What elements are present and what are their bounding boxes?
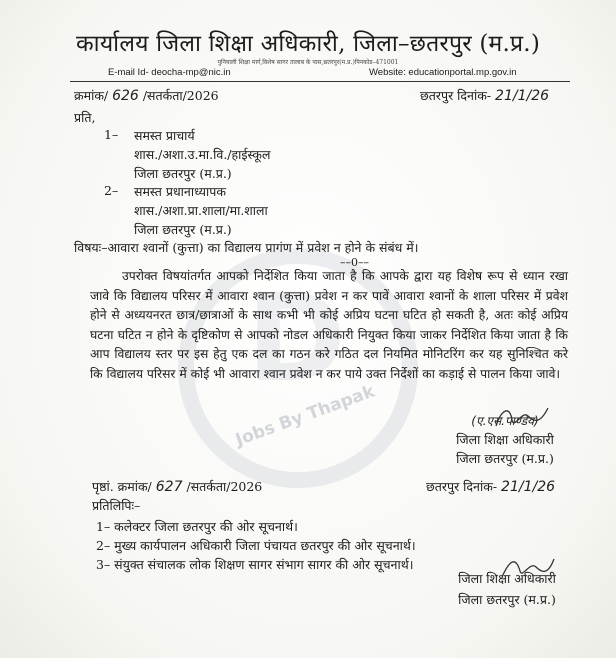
copy-item-2: 2– मुख्य कार्यपालन अधिकारी जिला पंचायत छतरपुर की ओर सूचनार्थ। (96, 538, 416, 553)
office-website: Website: educationportal.mp.gov.in (369, 67, 517, 78)
recipient-2-title: समस्त प्रधानाध्यापक (134, 184, 226, 199)
endorsement-date-label: छतरपुर दिनांक- (426, 479, 498, 494)
handwritten-signature-2 (498, 555, 558, 581)
to-label: प्रति, (74, 110, 96, 125)
reference-date: 21/1/26 (495, 88, 550, 104)
recipient-1-type: शास./अशा.उ.मा.वि./हाईस्कूल (134, 147, 271, 162)
reference-date-label: छतरपुर दिनांक- (420, 88, 492, 103)
reference-suffix: /सतर्कता/2026 (142, 88, 219, 103)
office-address: पुनियाली शिक्षा मार्ग,विशेष सागर तालाब के पास,छतरपुर(म.प्र.)पिनकोड–471001 (217, 59, 399, 66)
reference-number: 626 (112, 88, 139, 104)
watermark-logo-icon: D (246, 270, 346, 409)
endorsement-number: 627 (155, 479, 183, 495)
office-email: E-mail Id- deocha-mp@nic.in (108, 67, 231, 78)
office-title: कार्यालय जिला शिक्षा अधिकारी, जिला–छतरपुर (म.प्र.) (76, 31, 540, 57)
watermark-text: Jobs By Thapak (232, 381, 378, 451)
signatory-name: (ए.एस.पाण्डेय) (471, 414, 539, 428)
reference-prefix: क्रमांक/ (74, 88, 109, 103)
reference-date-line (420, 87, 549, 104)
signatory-2-district: जिला छतरपुर (म.प्र.) (458, 592, 556, 607)
handwritten-signature-1 (492, 402, 552, 432)
copy-item-3: 3– संयुक्त संचालक लोक शिक्षण सागर संभाग सागर की ओर सूचनार्थ। (96, 557, 414, 572)
recipient-2-type: शास./अशा.प्रा.शाला/मा.शाला (134, 203, 268, 218)
copy-item-1: 1– कलेक्टर जिला छतरपुर की ओर सूचनार्थ। (96, 519, 298, 534)
signatory-designation: जिला शिक्षा अधिकारी (456, 432, 554, 447)
copy-label: प्रतिलिपिः– (92, 498, 141, 513)
endorsement-date: 21/1/26 (501, 479, 556, 495)
header-divider (70, 81, 570, 82)
signatory-2-designation: जिला शिक्षा अधिकारी (458, 571, 556, 586)
endorsement-suffix: /सतर्कता/2026 (186, 479, 263, 494)
signatory-district: जिला छतरपुर (म.प्र.) (456, 451, 554, 466)
subject-line: विषयः–आवारा श्वानों (कुत्ता) का विद्यालय प्रागंण में प्रवेश न होने के संबंध में। (74, 240, 419, 255)
recipient-1-district: जिला छतरपुर (म.प्र.) (134, 166, 232, 181)
endorsement-line (92, 478, 262, 495)
recipient-2-district: जिला छतरपुर (म.प्र.) (134, 222, 232, 237)
body-paragraph (90, 267, 568, 385)
recipient-2-number: 2– (104, 183, 119, 198)
endorsement-date-line (426, 478, 555, 495)
separator: ––0–– (340, 256, 369, 269)
endorsement-prefix: पृष्ठां. क्रमांक/ (92, 479, 152, 494)
recipient-1-number: 1– (104, 127, 119, 142)
recipient-1-title: समस्त प्राचार्य (134, 128, 195, 143)
reference-line (74, 87, 219, 104)
body-text: उपरोक्त विषयांतर्गत आपको निर्देशित किया जाता है कि आपके द्वारा यह विशेष रूप से ध्यान रखा जावे कि विद्यालय परिसर में आवारा श्वान (कुत्ता) प्रवेश न कर पावें आवारा श्वानों के शाला परिसर में प्रवेश होने से अध्ययनरत छात्र/छात्राओं के साथ कभी भी कोई अप्रिय घटना घटित हो सकती है, अतः कोई अप्रिय घटना घटित न होने के दृष्टिकोण से आपको नोडल अधिकारी नियुक्त किया जाकर निर्देशित किया जाता है कि आप विद्यालय स्तर पर इस हेतु एक दल का गठन करे गठित दल नियमित मोनिटरिंग कर यह सुनिश्चित करे कि विद्यालय परिसर में कोई भी आवारा श्वान प्रवेश न कर पाये उक्त निर्देशों का कड़ाई से पालन किया जावे। (90, 269, 568, 381)
